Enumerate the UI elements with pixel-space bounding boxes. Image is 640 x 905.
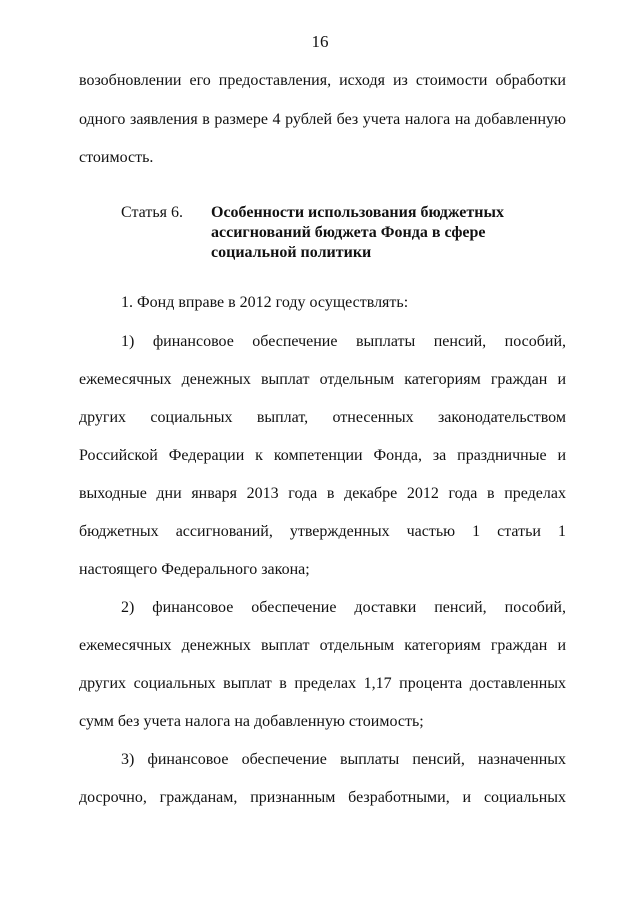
clause-line: Российской Федерации к компетенции Фонда, за праздничные и <box>79 447 566 464</box>
article-title-line: ассигнований бюджета Фонда в сфере <box>211 224 486 241</box>
clause-line: 1) финансовое обеспечение выплаты пенсий, пособий, <box>121 333 566 350</box>
article-title <box>211 203 521 263</box>
clause-line: других социальных выплат в пределах 1,17 процента доставленных <box>79 675 566 692</box>
clause-line: ежемесячных денежных выплат отдельным категориям граждан и <box>79 637 566 654</box>
paragraph-line: возобновлении его предоставления, исходя из стоимости обработки <box>79 72 566 89</box>
paragraph-line: одного заявления в размере 4 рублей без учета налога на добавленную <box>79 111 566 128</box>
article-title-line: социальной политики <box>211 244 372 261</box>
clause-line: настоящего Федерального закона; <box>79 561 310 578</box>
clause-line: сумм без учета налога на добавленную стоимость; <box>79 713 424 730</box>
clause-line: 3) финансовое обеспечение выплаты пенсий, назначенных <box>121 751 566 768</box>
article-label: Статья 6. <box>121 204 183 221</box>
paragraph-line: стоимость. <box>79 149 154 166</box>
article-title-line: Особенности использования бюджетных <box>211 204 504 221</box>
clause-line: 2) финансовое обеспечение доставки пенсий, пособий, <box>121 599 566 616</box>
clause-line: бюджетных ассигнований, утвержденных частью 1 статьи 1 <box>79 523 566 540</box>
clause-line: выходные дни января 2013 года в декабре 2012 года в пределах <box>79 485 566 502</box>
clause-line: досрочно, гражданам, признанным безработными, и социальных <box>79 789 566 806</box>
clause-line: 1. Фонд вправе в 2012 году осуществлять: <box>121 294 409 311</box>
clause-line: ежемесячных денежных выплат отдельным категориям граждан и <box>79 371 566 388</box>
page-number: 16 <box>311 32 329 51</box>
clause-line: других социальных выплат, отнесенных законодательством <box>79 409 566 426</box>
